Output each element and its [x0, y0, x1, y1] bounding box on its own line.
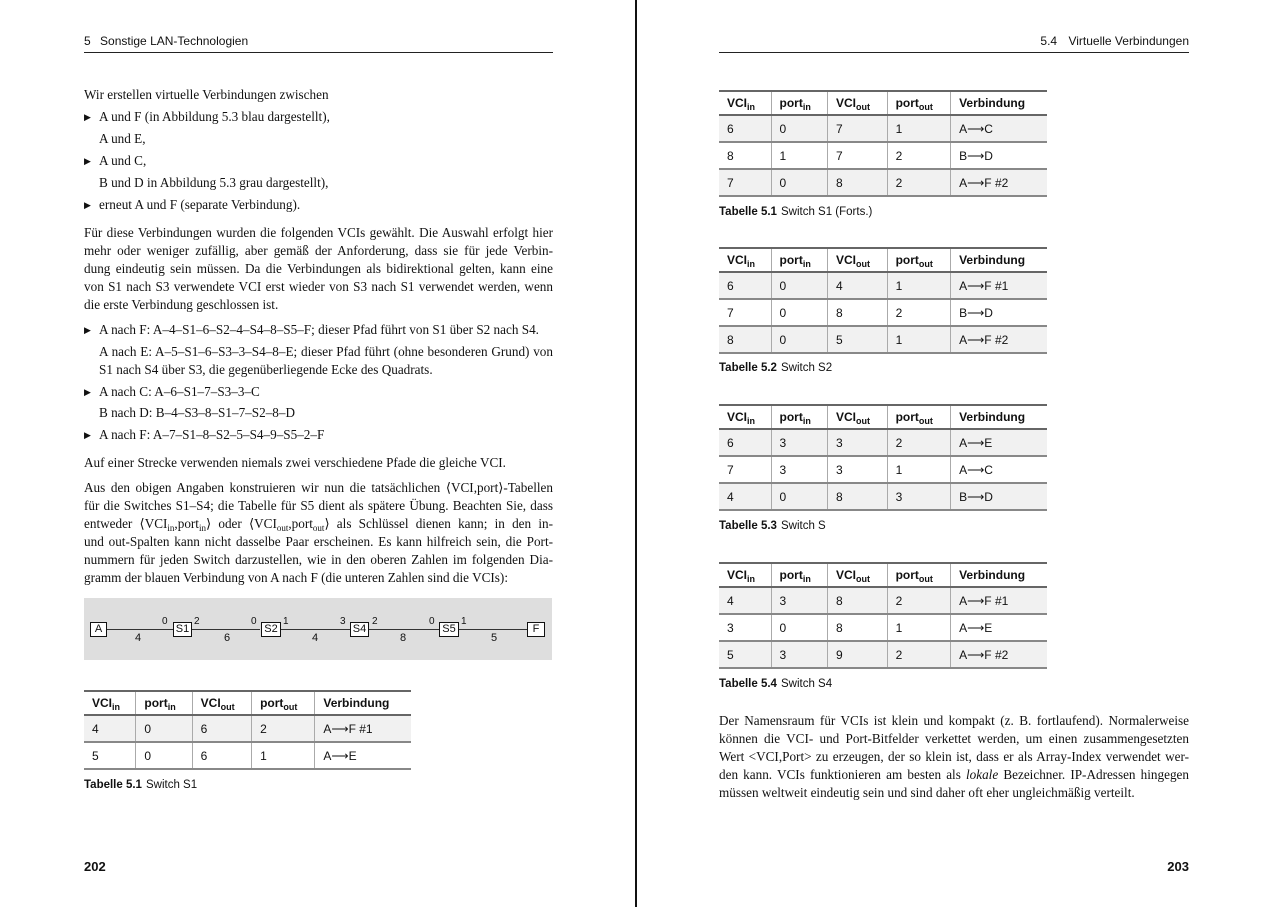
link-line — [458, 629, 528, 630]
table-row — [719, 142, 1047, 169]
table-cell: 2 — [887, 142, 950, 169]
header-port-out: port$_{out}$ — [252, 691, 315, 715]
header-verbindung: Verbindung — [959, 410, 1026, 424]
header-port-in: port$_{in}$ — [771, 248, 827, 272]
subscript: in — [198, 523, 206, 533]
header-verbindung: Verbindung — [323, 696, 390, 710]
table-cell: 0 — [136, 742, 192, 769]
table-cell: A⟶F #2 — [951, 641, 1047, 668]
header-vci-out: $VCI_{out}$ — [827, 91, 887, 115]
table-cell: 1 — [887, 272, 950, 299]
table-cell: 4 — [719, 587, 771, 614]
table-cell: 8 — [827, 614, 887, 641]
text-line: von S1 nach S3 verwendete VCI erst wieder von S3 nach S1 verwendet werden, wenn — [84, 279, 553, 294]
port-label: 2 — [194, 616, 200, 627]
table-cell: A⟶C — [951, 115, 1047, 142]
caption-text: Switch S1 (Forts.) — [780, 206, 873, 218]
header-vci-in: $VCI_{in}$ — [719, 248, 771, 272]
list-item: A nach E: A–5–S1–6–S3–3–S4–8–E; dieser Pfad führt (ohne besonderen Grund) von — [99, 344, 553, 359]
text-line: müssen weltweit eindeutig sein und sind daher oft eher ungleichmäßig verteilt. — [719, 785, 1135, 800]
table-cell: 7 — [719, 299, 771, 326]
table-cell: B⟶D — [951, 299, 1047, 326]
table-cell: 2 — [252, 715, 315, 742]
table-caption — [719, 520, 826, 532]
text-line: Wert <VCI,Port> zu erzeugen, der so klein ist, dass er als Array-Index verwendet wer- — [719, 749, 1189, 764]
table-header-row — [719, 405, 1047, 429]
table-cell: 2 — [887, 429, 950, 456]
table-header-row — [84, 691, 411, 715]
table-row — [719, 272, 1047, 299]
table-cell: 0 — [771, 299, 827, 326]
section-number: 5.4 — [1040, 34, 1058, 48]
table-switch-s1 — [84, 690, 411, 770]
table-cell: 9 — [827, 641, 887, 668]
table-row — [719, 326, 1047, 353]
table-row — [719, 456, 1047, 483]
table-cell: A⟶E — [951, 429, 1047, 456]
caption-text: Switch S1 — [145, 779, 198, 791]
text-span: ⟩ als Schlüssel dienen kann; in den in- — [324, 516, 553, 531]
table-cell: 2 — [887, 587, 950, 614]
vci-label: 4 — [312, 632, 319, 644]
table-header-row — [719, 91, 1047, 115]
emphasis-text: lokale — [965, 767, 999, 782]
table-row — [719, 587, 1047, 614]
table-cell: 6 — [719, 272, 771, 299]
text-line — [84, 515, 553, 533]
table-cell: 8 — [827, 483, 887, 510]
header-port-in: port$_{in}$ — [771, 91, 827, 115]
caption-label: Tabelle 5.3 — [719, 520, 777, 532]
table-caption — [719, 678, 832, 690]
text-line: mehr oder weniger zufällig, aber gemäß der Anforderung, dass sie für jede Verbin- — [84, 243, 553, 258]
header-vci-in: $VCI_{in}$ — [719, 563, 771, 587]
port-label: 1 — [283, 616, 289, 627]
page-number: 202 — [84, 859, 106, 874]
table-cell: 1 — [887, 115, 950, 142]
paragraph-namespace — [719, 712, 1189, 802]
list-item: A und E, — [99, 131, 146, 146]
header-port-out: port$_{out}$ — [887, 405, 950, 429]
table-cell: 7 — [719, 169, 771, 196]
table-cell: A⟶C — [951, 456, 1047, 483]
node-s2: S2 — [261, 622, 281, 637]
text-line: Der Namensraum für VCIs ist klein und kompakt (z. B. fortlaufend). Normalerweise — [719, 713, 1189, 728]
table-switch-2 — [719, 247, 1047, 354]
table-cell: A⟶F #2 — [951, 326, 1047, 353]
table-cell: 3 — [771, 641, 827, 668]
table-cell: 3 — [827, 456, 887, 483]
table-cell: 2 — [887, 169, 950, 196]
port-label: 0 — [429, 616, 435, 627]
node-f: F — [527, 622, 545, 637]
header-verbindung: Verbindung — [959, 568, 1026, 582]
header-port-out: port$_{out}$ — [887, 91, 950, 115]
paragraph-vci-rule: Auf einer Strecke verwenden niemals zwei verschiedene Pfade die gleiche VCI. — [84, 455, 506, 470]
table-cell: A⟶F #2 — [951, 169, 1047, 196]
table-cell: 1 — [887, 456, 950, 483]
header-vci-in: $VCI_{in}$ — [719, 91, 771, 115]
table-cell: 0 — [771, 272, 827, 299]
table-cell: 8 — [827, 299, 887, 326]
text-line: und out-Spalten kann nicht dasselbe Paar erscheinen. Es kann hilfreich sein, die Port- — [84, 534, 553, 549]
port-label: 0 — [251, 616, 257, 627]
node-s5: S5 — [439, 622, 459, 637]
header-vci-out: $VCI_{out}$ — [827, 563, 887, 587]
header-rule — [84, 52, 553, 53]
chapter-title: Sonstige LAN-Technologien — [100, 34, 249, 48]
table-cell: 2 — [887, 641, 950, 668]
table-row — [84, 742, 411, 769]
link-line — [368, 629, 440, 630]
table-cell: 7 — [719, 456, 771, 483]
subscript: in — [167, 523, 175, 533]
table-header-row — [719, 563, 1047, 587]
list-item: B nach D: B–4–S3–8–S1–7–S2–8–D — [99, 405, 295, 420]
section-title: Virtuelle Verbindungen — [1068, 34, 1189, 48]
header-port-in: port$_{in}$ — [771, 405, 827, 429]
node-a: A — [90, 622, 107, 637]
table-cell: 6 — [192, 715, 251, 742]
table-cell: 1 — [887, 614, 950, 641]
header-port-out: port$_{out}$ — [887, 248, 950, 272]
vci-label: 5 — [491, 632, 498, 644]
bullet-marker: ▶ — [84, 156, 91, 166]
header-vci-in: $VCI_{in}$ — [84, 691, 136, 715]
table-cell: 6 — [192, 742, 251, 769]
caption-label: Tabelle 5.2 — [719, 362, 777, 374]
table-row — [719, 169, 1047, 196]
table-cell: A⟶F #1 — [951, 587, 1047, 614]
table-switch-1 — [719, 90, 1047, 197]
list-item: A nach F: A–7–S1–8–S2–5–S4–9–S5–2–F — [99, 427, 325, 442]
text-line: können die VCI- und Port-Bitfelder verkettet werden, um einen zusammengesetzten — [719, 731, 1189, 746]
table-cell: 3 — [887, 483, 950, 510]
header-rule — [719, 52, 1189, 53]
port-label: 1 — [461, 616, 467, 627]
vci-label: 4 — [135, 632, 142, 644]
text-span: den kann. VCIs funktionieren am besten als — [719, 767, 966, 782]
table-cell: 4 — [84, 715, 136, 742]
list-item: A und C, — [99, 153, 147, 168]
running-head-right — [1040, 34, 1189, 48]
link-line — [106, 629, 174, 630]
header-vci-out: $VCI_{out}$ — [827, 248, 887, 272]
table-cell: 0 — [771, 614, 827, 641]
list-item: B und D in Abbildung 5.3 grau dargestellt), — [99, 175, 329, 190]
vci-label: 8 — [400, 632, 407, 644]
table-cell: 0 — [771, 169, 827, 196]
table-cell: 8 — [827, 587, 887, 614]
intro-text: Wir erstellen virtuelle Verbindungen zwischen — [84, 87, 329, 102]
table-cell: 7 — [827, 115, 887, 142]
table-cell: 3 — [771, 456, 827, 483]
table-row — [719, 115, 1047, 142]
table-switch-3 — [719, 404, 1047, 511]
table-switch-4 — [719, 562, 1047, 669]
list-item: erneut A und F (separate Verbindung). — [99, 197, 301, 212]
vci-path-diagram — [84, 598, 552, 660]
bullet-marker: ▶ — [84, 387, 91, 397]
table-cell: 8 — [719, 326, 771, 353]
bullet-marker: ▶ — [84, 200, 91, 210]
vci-label: 6 — [224, 632, 231, 644]
list-item: S1 nach S4 über S3, die gegenüberliegende Ecke des Quadrats. — [99, 362, 433, 377]
table-cell: B⟶D — [951, 142, 1047, 169]
table-cell: 4 — [719, 483, 771, 510]
text-span: ,port — [174, 516, 199, 531]
chapter-number: 5 — [84, 34, 91, 48]
table-cell: A⟶F #1 — [315, 715, 411, 742]
link-line — [191, 629, 260, 630]
table-cell: 0 — [771, 326, 827, 353]
caption-text: Switch S2 — [780, 362, 833, 374]
header-vci-out: $VCI_{out}$ — [827, 405, 887, 429]
header-port-in: port$_{in}$ — [136, 691, 192, 715]
right-page — [637, 0, 1272, 907]
subscript: out — [312, 523, 325, 533]
paragraph-vci-choice — [84, 224, 553, 314]
caption-text: Switch S4 — [780, 678, 833, 690]
list-item: A und F (in Abbildung 5.3 blau dargestellt), — [99, 109, 330, 124]
table-cell: 1 — [252, 742, 315, 769]
paragraph-tables-intro — [84, 479, 553, 587]
running-head-left — [84, 34, 248, 48]
table-caption — [719, 206, 872, 218]
text-span: entweder ⟨VCI — [84, 516, 168, 531]
port-label: 0 — [162, 616, 168, 627]
table-cell: A⟶E — [315, 742, 411, 769]
text-line: die erste Verbindung geschlossen ist. — [84, 297, 279, 312]
table-cell: 0 — [771, 115, 827, 142]
text-span: ⟩ oder ⟨VCI — [205, 516, 277, 531]
bullet-marker: ▶ — [84, 112, 91, 122]
table-cell: B⟶D — [951, 483, 1047, 510]
port-label: 2 — [372, 616, 378, 627]
header-port-in: port$_{in}$ — [771, 563, 827, 587]
text-line: Aus den obigen Angaben konstruieren wir nun die tatsächlichen ⟨VCI,port⟩-Tabellen — [84, 480, 553, 495]
header-vci-in: $VCI_{in}$ — [719, 405, 771, 429]
header-verbindung: Verbindung — [959, 96, 1026, 110]
table-cell: 3 — [771, 429, 827, 456]
caption-label: Tabelle 5.1 — [84, 779, 142, 791]
table-row — [719, 614, 1047, 641]
caption-label: Tabelle 5.1 — [719, 206, 777, 218]
header-port-out: port$_{out}$ — [887, 563, 950, 587]
text-line: für die Switches S1–S4; die Tabelle für S5 dient als spätere Übung. Beachten Sie, dass — [84, 498, 553, 513]
table-cell: 6 — [719, 429, 771, 456]
table-row — [719, 429, 1047, 456]
text-line — [719, 766, 1189, 784]
table-cell: 3 — [827, 429, 887, 456]
table-cell: 0 — [136, 715, 192, 742]
subscript: out — [276, 523, 289, 533]
table-cell: A⟶E — [951, 614, 1047, 641]
table-cell: 8 — [827, 169, 887, 196]
port-label: 3 — [340, 616, 346, 627]
text-span: Bezeichner. IP-Adressen hingegen — [998, 767, 1189, 782]
caption-label: Tabelle 5.4 — [719, 678, 777, 690]
table-cell: 3 — [771, 587, 827, 614]
table-row — [719, 641, 1047, 668]
list-item: A nach C: A–6–S1–7–S3–3–C — [99, 384, 260, 399]
link-line — [280, 629, 350, 630]
header-verbindung: Verbindung — [959, 253, 1026, 267]
table-row — [719, 299, 1047, 326]
table-cell: 2 — [887, 299, 950, 326]
table-caption — [719, 362, 832, 374]
table-cell: 5 — [719, 641, 771, 668]
table-row — [84, 715, 411, 742]
text-line: nummern für jeden Switch darzustellen, wie in den oberen Zahlen im folgenden Dia- — [84, 552, 553, 567]
table-cell: A⟶F #1 — [951, 272, 1047, 299]
caption-text: Switch S — [780, 520, 826, 532]
table-cell: 8 — [719, 142, 771, 169]
table-header-row — [719, 248, 1047, 272]
text-line: dung eindeutig sein müssen. Da die Verbindungen als bidirektional gelten, kann eine — [84, 261, 553, 276]
bullet-marker: ▶ — [84, 325, 91, 335]
node-s1: S1 — [173, 622, 192, 637]
table-cell: 5 — [84, 742, 136, 769]
text-line: gramm der blauen Verbindung von A nach F (die unteren Zahlen sind die VCIs): — [84, 570, 508, 585]
node-s4: S4 — [350, 622, 369, 637]
table-caption — [84, 779, 197, 791]
table-cell: 6 — [719, 115, 771, 142]
table-cell: 1 — [771, 142, 827, 169]
left-page — [0, 0, 635, 907]
bullet-marker: ▶ — [84, 430, 91, 440]
table-cell: 5 — [827, 326, 887, 353]
list-item: A nach F: A–4–S1–6–S2–4–S4–8–S5–F; dieser Pfad führt von S1 über S2 nach S4. — [99, 322, 539, 337]
table-cell: 4 — [827, 272, 887, 299]
table-cell: 1 — [887, 326, 950, 353]
header-vci-out: $VCI_{out}$ — [192, 691, 251, 715]
page-number: 203 — [1167, 859, 1189, 874]
text-span: ,port — [288, 516, 313, 531]
table-row — [719, 483, 1047, 510]
text-line: Für diese Verbindungen wurden die folgenden VCIs gewählt. Die Auswahl erfolgt hier — [84, 225, 553, 240]
table-cell: 0 — [771, 483, 827, 510]
table-cell: 3 — [719, 614, 771, 641]
table-cell: 7 — [827, 142, 887, 169]
